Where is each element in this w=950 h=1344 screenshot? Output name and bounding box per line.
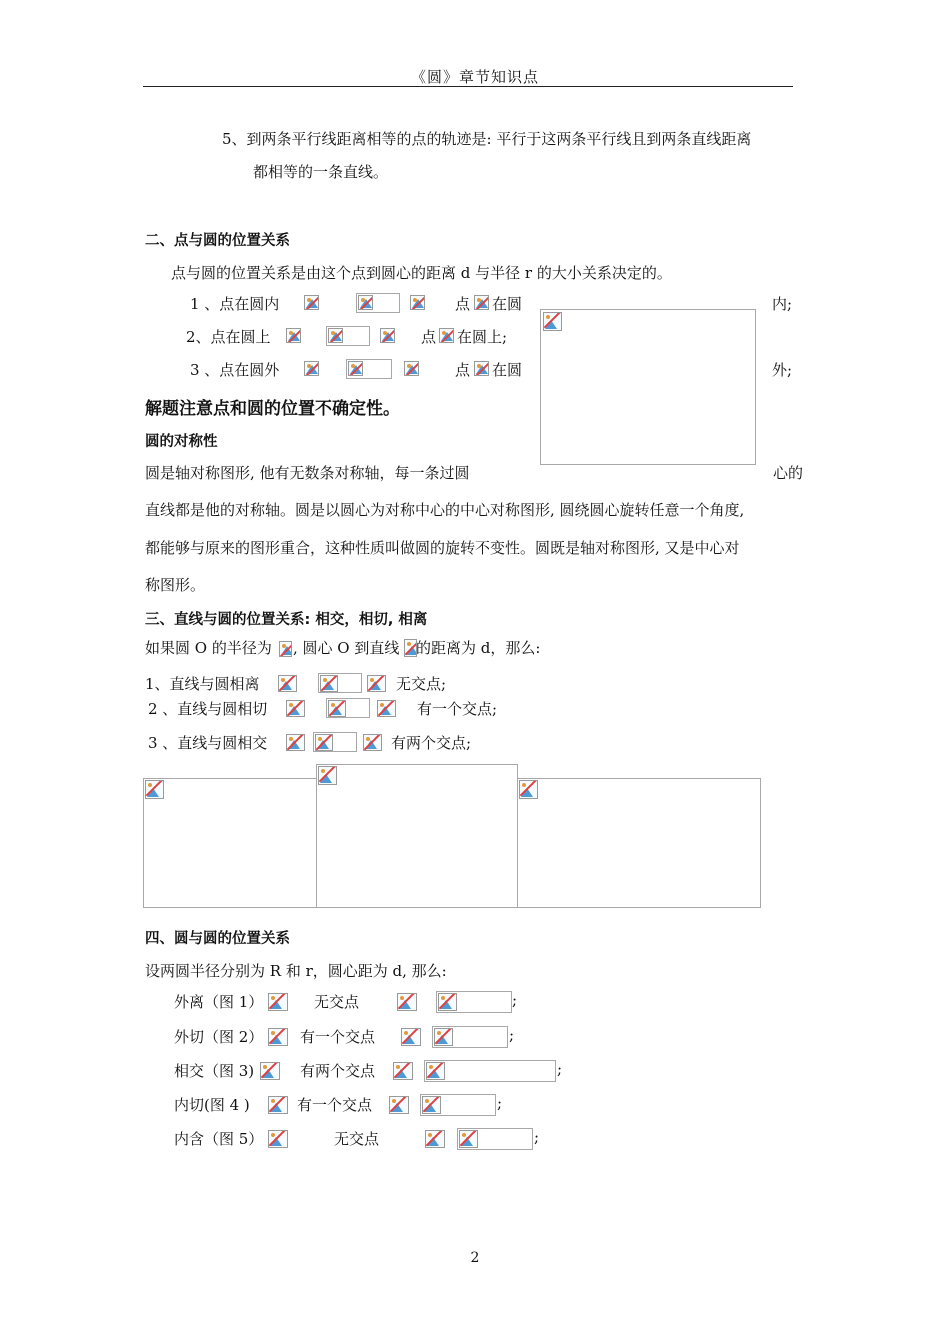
- section3-lead-a: 如果圆 O 的半径为: [145, 639, 272, 657]
- line-circle-figure-3: [517, 778, 761, 908]
- figure-image-icon: [519, 780, 538, 799]
- formula-image-icon: [304, 295, 319, 310]
- line-separate-tail: 无交点;: [396, 675, 447, 693]
- line-intersect-tail: 有两个交点;: [391, 734, 472, 752]
- formula-image-icon: [459, 1130, 478, 1148]
- intro-item5-line2: 都相等的一条直线。: [253, 163, 389, 181]
- formula-image-icon: [279, 641, 292, 657]
- formula-image-icon: [260, 1062, 280, 1080]
- point-inside-label: 1 、点在圆内: [190, 295, 280, 313]
- formula-image-icon: [397, 993, 417, 1011]
- formula-image-icon: [438, 993, 457, 1011]
- point-outside-label: 3 、点在圆外: [190, 361, 280, 379]
- circle-rel-label-2: 外切（图 2）: [174, 1028, 264, 1046]
- formula-image-frame: [424, 1060, 556, 1082]
- inside-end: 内;: [772, 295, 793, 313]
- point-circle-figure: [540, 309, 756, 465]
- formula-image-icon: [286, 700, 305, 717]
- formula-image-frame: [318, 673, 362, 693]
- symmetry-title: 圆的对称性: [145, 434, 218, 450]
- circle-rel-desc-1: 无交点: [314, 993, 360, 1011]
- line-circle-figure-1: [143, 778, 317, 908]
- in-circle-word: 在圆: [492, 361, 523, 379]
- on-circle-word: 在圆上;: [457, 328, 508, 346]
- formula-image-icon: [474, 295, 489, 310]
- formula-image-icon: [315, 734, 333, 751]
- formula-image-icon: [422, 1096, 441, 1114]
- section3-title: 三、直线与圆的位置关系: 相交，相切, 相离: [145, 612, 428, 628]
- formula-image-frame: [313, 732, 357, 752]
- circle-rel-label-4: 内切(图 4 ): [174, 1096, 250, 1114]
- section2-lead: 点与圆的位置关系是由这个点到圆心的距离 d 与半径 r 的大小关系决定的。: [171, 264, 672, 282]
- circle-rel-end-1: ;: [512, 991, 518, 1009]
- formula-image-icon: [404, 361, 419, 376]
- point-word: 点: [455, 361, 471, 379]
- header-rule: [143, 86, 793, 87]
- formula-image-icon: [328, 328, 343, 343]
- circle-rel-end-2: ;: [509, 1026, 515, 1044]
- section2-title: 二、点与圆的位置关系: [145, 233, 290, 249]
- formula-image-icon: [268, 1096, 288, 1114]
- formula-image-frame: [420, 1094, 496, 1116]
- line-separate-label: 1、直线与圆相离: [145, 675, 260, 693]
- symmetry-para-4: 称图形。: [145, 576, 206, 594]
- symmetry-para-1-left: 圆是轴对称图形, 他有无数条对称轴，每一条过圆: [145, 464, 470, 482]
- formula-image-icon: [328, 700, 346, 717]
- formula-image-icon: [278, 675, 297, 692]
- page-header: 《圆》章节知识点: [410, 68, 539, 86]
- formula-image-frame: [436, 991, 512, 1013]
- circle-rel-desc-4: 有一个交点: [297, 1096, 373, 1114]
- formula-image-icon: [393, 1062, 413, 1080]
- formula-image-frame: [326, 326, 370, 346]
- figure-image-icon: [318, 766, 337, 785]
- circle-rel-label-3: 相交（图 3): [174, 1062, 255, 1080]
- formula-image-icon: [401, 1028, 421, 1046]
- formula-image-icon: [426, 1062, 445, 1080]
- section4-title: 四、圆与圆的位置关系: [145, 931, 290, 947]
- formula-image-icon: [380, 328, 395, 343]
- page-number: 2: [470, 1250, 480, 1266]
- symmetry-para-2: 直线都是他的对称轴。圆是以圆心为对称中心的中心对称图形, 圆绕圆心旋转任意一个角度,: [145, 501, 745, 519]
- circle-rel-end-3: ;: [557, 1060, 563, 1078]
- formula-image-icon: [320, 675, 338, 692]
- figure-image-icon: [543, 312, 562, 331]
- formula-image-icon: [377, 700, 396, 717]
- symmetry-para-1-right: 心的: [773, 464, 804, 482]
- formula-image-icon: [367, 675, 386, 692]
- line-tangent-tail: 有一个交点;: [417, 700, 498, 718]
- circle-rel-end-5: ;: [534, 1128, 540, 1146]
- formula-image-icon: [425, 1130, 445, 1148]
- section3-lead-b: , 圆心 O 到直线: [293, 639, 400, 657]
- formula-image-icon: [389, 1096, 409, 1114]
- formula-image-icon: [268, 1028, 288, 1046]
- line-circle-figure-2: [316, 764, 518, 908]
- circle-rel-desc-5: 无交点: [334, 1130, 380, 1148]
- point-word: 点: [455, 295, 471, 313]
- formula-image-frame: [457, 1128, 533, 1150]
- point-word: 点: [421, 328, 437, 346]
- formula-image-frame: [356, 293, 400, 313]
- line-intersect-label: 3 、直线与圆相交: [148, 734, 268, 752]
- circle-rel-end-4: ;: [497, 1094, 503, 1112]
- formula-image-frame: [346, 359, 392, 379]
- circle-rel-label-5: 内含（图 5）: [174, 1130, 264, 1148]
- intro-item5-line1: 5、到两条平行线距离相等的点的轨迹是: 平行于这两条平行线且到两条直线距离: [222, 130, 752, 148]
- circle-rel-label-1: 外离（图 1）: [174, 993, 264, 1011]
- line-tangent-label: 2 、直线与圆相切: [148, 700, 268, 718]
- formula-image-frame: [432, 1026, 508, 1048]
- formula-image-icon: [439, 328, 454, 343]
- formula-image-icon: [348, 361, 363, 376]
- circle-rel-desc-3: 有两个交点: [300, 1062, 376, 1080]
- formula-image-icon: [286, 734, 305, 751]
- formula-image-icon: [434, 1028, 453, 1046]
- note-heading: 解题注意点和圆的位置不确定性。: [145, 399, 400, 419]
- formula-image-icon: [286, 328, 301, 343]
- symmetry-para-3: 都能够与原来的图形重合，这种性质叫做圆的旋转不变性。圆既是轴对称图形, 又是中心对: [145, 539, 740, 557]
- outside-end: 外;: [772, 361, 793, 379]
- point-on-label: 2、点在圆上: [186, 328, 271, 346]
- formula-image-icon: [358, 295, 373, 310]
- section4-lead: 设两圆半径分别为 R 和 r，圆心距为 d, 那么:: [145, 962, 447, 980]
- figure-image-icon: [145, 780, 164, 799]
- section3-lead-c: 的距离为 d，那么:: [416, 639, 541, 657]
- formula-image-icon: [474, 361, 489, 376]
- formula-image-icon: [410, 295, 425, 310]
- in-circle-word: 在圆: [492, 295, 523, 313]
- formula-image-icon: [304, 361, 319, 376]
- formula-image-icon: [363, 734, 382, 751]
- formula-image-icon: [268, 1130, 288, 1148]
- formula-image-frame: [326, 698, 370, 718]
- circle-rel-desc-2: 有一个交点: [300, 1028, 376, 1046]
- formula-image-icon: [268, 993, 288, 1011]
